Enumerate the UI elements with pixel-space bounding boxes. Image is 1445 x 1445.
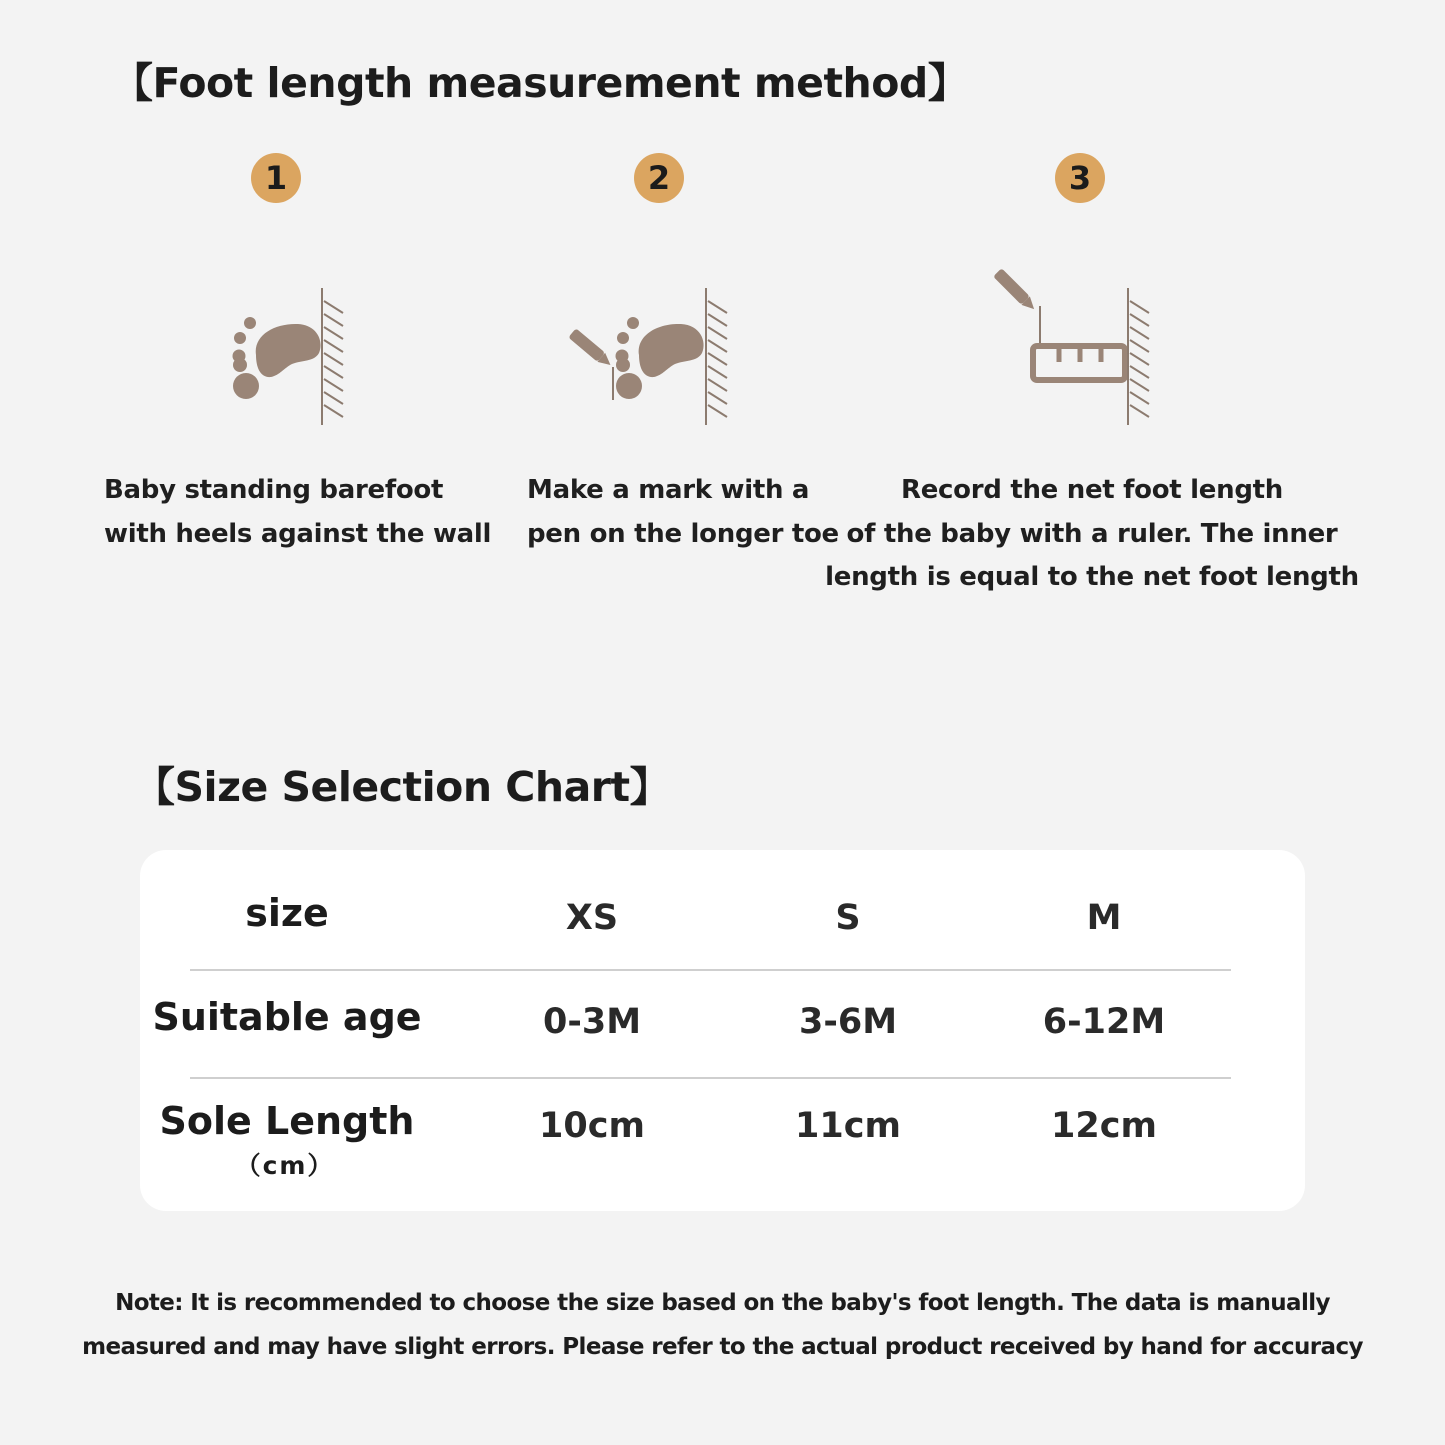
step-1-badge: 1 (251, 153, 301, 203)
age-value-xs: 0-3M (542, 1002, 642, 1042)
age-row-label: Suitable age (152, 995, 422, 1039)
sole-value-m: 12cm (1051, 1106, 1157, 1146)
disclaimer-note (0, 1281, 1445, 1369)
sole-value-xs: 10cm (539, 1106, 645, 1146)
step-3-caption (825, 469, 1359, 600)
size-header-m: M (1086, 898, 1122, 938)
size-header-label: size (245, 891, 329, 935)
age-value-s: 3-6M (798, 1002, 898, 1042)
step-3-caption-line: of the baby with a ruler. The inner (846, 518, 1338, 549)
step-2-caption (527, 469, 839, 556)
pen-marking-toe-icon (562, 285, 742, 430)
sole-length-unit: （cm） (235, 1151, 335, 1180)
step-3-caption-line: Record the net foot length (901, 475, 1283, 505)
step-2-caption-line: pen on the longer toe (527, 518, 839, 549)
size-chart-table (140, 850, 1305, 1211)
step-3-caption-line: length is equal to the net foot length (825, 562, 1359, 592)
step-2-badge: 2 (634, 153, 684, 203)
foot-against-wall-icon (220, 285, 360, 430)
size-header-xs: XS (565, 898, 619, 938)
step-1-caption-line: Baby standing barefoot (104, 475, 444, 505)
age-value-m: 6-12M (1042, 1002, 1166, 1042)
step-1-caption (104, 469, 491, 556)
sole-length-row-label: Sole Length (159, 1099, 415, 1143)
ruler-measuring-icon (985, 262, 1165, 432)
sole-value-s: 11cm (795, 1106, 901, 1146)
size-chart-title: 【Size Selection Chart】 (134, 763, 671, 811)
table-divider (190, 1077, 1231, 1079)
step-2-caption-line: Make a mark with a (527, 475, 810, 505)
step-1-caption-line: with heels against the wall (104, 518, 492, 549)
method-title: 【Foot length measurement method】 (112, 59, 969, 107)
step-3-badge: 3 (1055, 153, 1105, 203)
note-line: measured and may have slight errors. Please refer to the actual product received by hand for accuracy (82, 1334, 1363, 1360)
note-line: Note: It is recommended to choose the size based on the baby's foot length. The data is manually (115, 1290, 1330, 1316)
size-header-s: S (835, 898, 861, 938)
table-divider (190, 969, 1231, 971)
